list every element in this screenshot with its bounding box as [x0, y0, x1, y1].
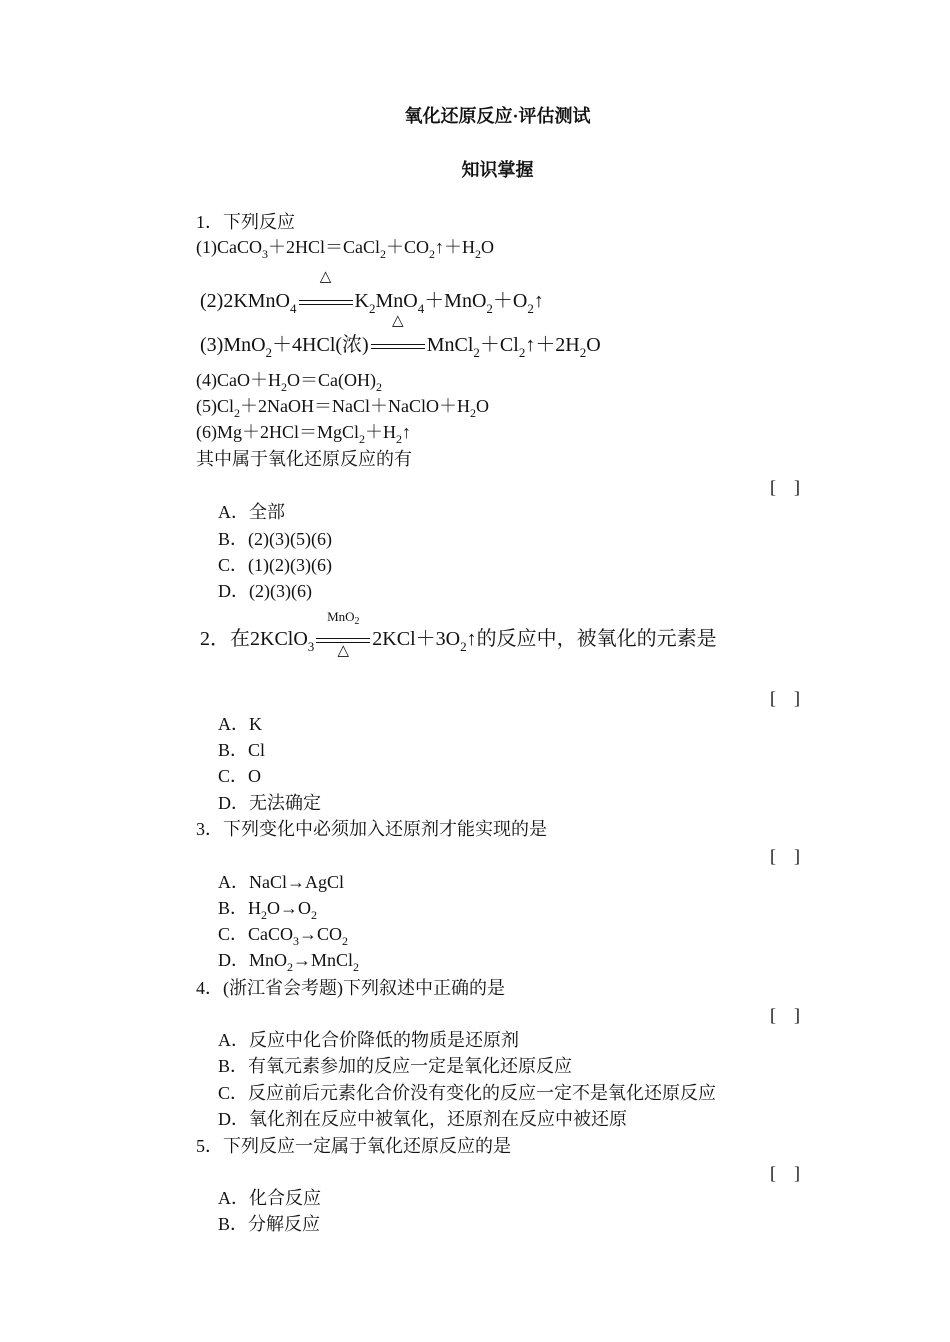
q4-option-c: C．反应前后元素化合价没有变化的反应一定不是氧化还原反应 [218, 1083, 717, 1103]
q2-stem: 2．在2KClO$_3$ MnO$_2$ △ $2KCl+3O_2↑$的反应中，被氧化的元素是 [200, 609, 717, 659]
q4-option-d: D．氧化剂在反应中被氧化，还原剂在反应中被还原 [218, 1109, 627, 1129]
section-heading: 知识掌握 [461, 160, 534, 180]
q4-option-b: B．有氧元素参加的反应一定是氧化还原反应 [218, 1056, 573, 1076]
q1-reaction-6: $(6)Mg+2HCl=MgCl_2+H_2↑$ [196, 422, 412, 446]
q1-reaction-3: (3)MnO$_2$＋4HCl(浓) △ $MnCl_2+Cl_2↑+2H_2O$ [200, 313, 601, 360]
q1-reaction-4: $(4)CaO+H_2O=Ca(OH)_2$ [196, 370, 382, 394]
q5-answer-bracket[interactable]: [ ] [770, 1163, 800, 1183]
q5-option-a: A．化合反应 [218, 1188, 321, 1208]
reaction-arrow: △ [297, 288, 355, 314]
q1-reaction-1: $(1)CaCO_3+2HCl=CaCl_2+CO_2↑+H_2O$ [196, 237, 495, 261]
q2-option-b: B．Cl [218, 740, 266, 760]
q3-option-a: A．NaCl→AgCl [218, 872, 344, 892]
q4-option-a: A．反应中化合价降低的物质是还原剂 [218, 1030, 519, 1050]
q3-answer-bracket[interactable]: [ ] [770, 846, 800, 866]
q1-option-c: C．(1)(2)(3)(6) [218, 555, 332, 575]
document-title: 氧化还原反应·评估测试 [404, 106, 591, 126]
q1-question: 其中属于氧化还原反应的有 [196, 449, 412, 469]
q2-option-d: D．无法确定 [218, 793, 321, 813]
q3-option-d: D．MnO$_2$→MnCl$_2$ [218, 950, 360, 974]
q1-stem: 1．下列反应 [196, 212, 295, 232]
q3-option-b: B．$H_2O\to O_2$ [218, 898, 318, 922]
q1-option-d: D．(2)(3)(6) [218, 581, 312, 601]
q2-option-a: A．K [218, 714, 262, 734]
q3-stem: 3．下列变化中必须加入还原剂才能实现的是 [196, 819, 547, 839]
q4-answer-bracket[interactable]: [ ] [770, 1005, 800, 1025]
q1-answer-bracket[interactable]: [ ] [770, 477, 800, 497]
q5-stem: 5．下列反应一定属于氧化还原反应的是 [196, 1136, 511, 1156]
q1-reaction-2: (2)2KMnO$_4$ △ $K_2MnO_4+MnO_2+O_2↑$ [200, 269, 544, 316]
q4-stem: 4．(浙江省会考题)下列叙述中正确的是 [196, 978, 505, 998]
reaction-arrow: MnO$_2$ △ [314, 626, 372, 652]
q1-option-b: B．(2)(3)(5)(6) [218, 529, 332, 549]
q1-reaction-5: $(5)Cl_2+2NaOH=NaCl+NaClO+H_2O$ [196, 396, 489, 420]
q1-option-a: A．全部 [218, 502, 285, 522]
reaction-arrow: △ [369, 332, 427, 358]
q3-option-c: C．$CaCO_3\to CO_2$ [218, 924, 349, 948]
q5-option-b: B．分解反应 [218, 1214, 321, 1234]
q2-answer-bracket[interactable]: [ ] [770, 688, 800, 708]
q2-option-c: C．O [218, 766, 262, 786]
